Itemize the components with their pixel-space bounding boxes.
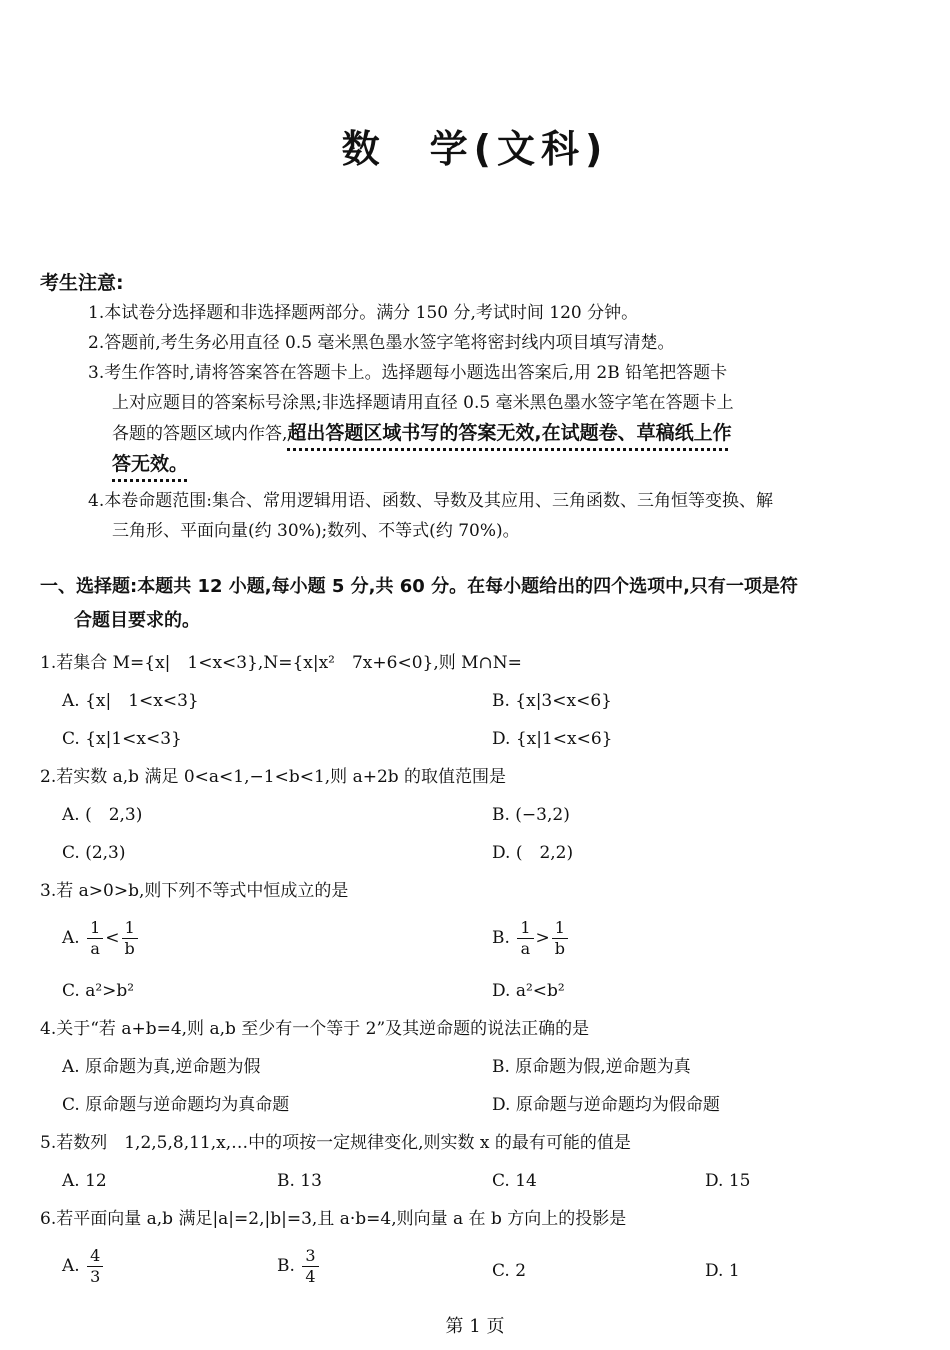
question-4-option-c: C. 原命题与逆命题均为真命题: [62, 1095, 290, 1115]
denominator: 3: [90, 1267, 101, 1286]
question-1-option-a: A. {x| 1<x<3}: [62, 691, 199, 711]
numerator: 4: [87, 1246, 103, 1267]
question-1-option-b: B. {x|3<x<6}: [492, 691, 612, 711]
denominator: b: [554, 939, 565, 958]
question-2-option-d: D. ( 2,2): [492, 843, 574, 863]
notice-item-3-emphasis: 超出答题区域书写的答案无效,在试题卷、草稿纸上作: [287, 422, 732, 444]
notice-item-3-emphasis-end: 答无效。: [112, 453, 189, 475]
question-2-stem: 2.若实数 a,b 满足 0<a<1,−1<b<1,则 a+2b 的取值范围是: [40, 767, 507, 787]
fraction-1-over-b: [122, 918, 138, 959]
option-a-label: A.: [62, 1256, 80, 1276]
notice-item-4-line-2: 三角形、平面向量(约 30%);数列、不等式(约 70%)。: [112, 521, 520, 541]
section-1-heading: [40, 570, 910, 638]
question-3-option-a: [62, 918, 140, 959]
notice-item-4-line-1: 4.本卷命题范围:集合、常用逻辑用语、函数、导数及其应用、三角函数、三角恒等变换、解: [88, 491, 773, 511]
question-3-option-b: [492, 918, 570, 959]
numerator: 1: [552, 918, 568, 939]
denominator: a: [520, 939, 531, 958]
question-4-option-d: D. 原命题与逆命题均为假命题: [492, 1095, 720, 1115]
notice-item-2: 2.答题前,考生务必用直径 0.5 毫米黑色墨水签字笔将密封线内项目填写清楚。: [88, 333, 675, 353]
notice-item-3-plain: 各题的答题区域内作答,: [112, 424, 288, 444]
question-2-option-a: A. ( 2,3): [62, 805, 143, 825]
question-2-option-b: B. (−3,2): [492, 805, 570, 825]
less-than-sign: <: [105, 928, 120, 948]
question-5-option-b: B. 13: [277, 1171, 322, 1191]
question-6-stem: 6.若平面向量 a,b 满足|a|=2,|b|=3,且 a·b=4,则向量 a 在 b 方向上的投影是: [40, 1209, 627, 1229]
option-b-label: B.: [277, 1256, 295, 1276]
question-2-option-c: C. (2,3): [62, 843, 126, 863]
question-6-option-b: [277, 1246, 321, 1287]
denominator: a: [90, 939, 100, 958]
numerator: 3: [302, 1246, 318, 1267]
exam-title: 数 学(文科): [341, 127, 609, 171]
question-4-option-b: B. 原命题为假,逆命题为真: [492, 1057, 691, 1077]
option-b-label: B.: [492, 928, 510, 948]
notice-heading: 考生注意:: [40, 272, 124, 294]
numerator: 1: [517, 918, 533, 939]
denominator: b: [124, 939, 135, 958]
numerator: 1: [122, 918, 138, 939]
question-4-stem: 4.关于“若 a+b=4,则 a,b 至少有一个等于 2”及其逆命题的说法正确的是: [40, 1019, 590, 1039]
fraction-3-over-4: [302, 1246, 318, 1287]
notice-item-3-line-4: [88, 449, 910, 480]
section-1-line-1: 一、选择题:本题共 12 小题,每小题 5 分,共 60 分。在每小题给出的四个选项中,只有一项是符: [40, 576, 798, 597]
notice-item-3-line-2: 上对应题目的答案标号涂黑;非选择题请用直径 0.5 毫米黑色墨水签字笔在答题卡上: [112, 393, 734, 413]
question-3-option-c: C. a²>b²: [62, 981, 135, 1001]
question-5-option-c: C. 14: [492, 1171, 537, 1191]
question-5-stem: 5.若数列 1,2,5,8,11,x,…中的项按一定规律变化,则实数 x 的最有可能的值是: [40, 1133, 631, 1153]
page-number: 第 1 页: [445, 1316, 505, 1337]
option-a-label: A.: [62, 928, 80, 948]
question-1-option-c: C. {x|1<x<3}: [62, 729, 182, 749]
notice-item-3: [88, 358, 910, 480]
question-5-option-a: A. 12: [62, 1171, 107, 1191]
fraction-4-over-3: [87, 1246, 103, 1287]
question-1-option-d: D. {x|1<x<6}: [492, 729, 613, 749]
section-1-line-2: 合题目要求的。: [74, 610, 200, 631]
question-6-option-d: D. 1: [705, 1261, 740, 1281]
notice-item-4: [88, 486, 910, 546]
greater-than-sign: >: [535, 928, 550, 948]
question-3-stem: 3.若 a>0>b,则下列不等式中恒成立的是: [40, 881, 349, 901]
question-6-option-a: [62, 1246, 105, 1287]
question-5-option-d: D. 15: [705, 1171, 751, 1191]
question-4-option-a: A. 原命题为真,逆命题为假: [62, 1057, 261, 1077]
fraction-1-over-b: [552, 918, 568, 959]
question-1-stem: 1.若集合 M={x| 1<x<3},N={x|x² 7x+6<0},则 M∩N=: [40, 653, 522, 673]
fraction-1-over-a: [87, 918, 103, 959]
notice-item-3-line-3: [88, 418, 910, 449]
notice-item-3-line-1: 3.考生作答时,请将答案答在答题卡上。选择题每小题选出答案后,用 2B 铅笔把答题卡: [88, 363, 728, 383]
numerator: 1: [87, 918, 103, 939]
question-6-option-c: C. 2: [492, 1261, 527, 1281]
fraction-1-over-a: [517, 918, 533, 959]
denominator: 4: [305, 1267, 316, 1286]
question-3-option-d: D. a²<b²: [492, 981, 565, 1001]
notice-item-1: 1.本试卷分选择题和非选择题两部分。满分 150 分,考试时间 120 分钟。: [88, 303, 639, 323]
